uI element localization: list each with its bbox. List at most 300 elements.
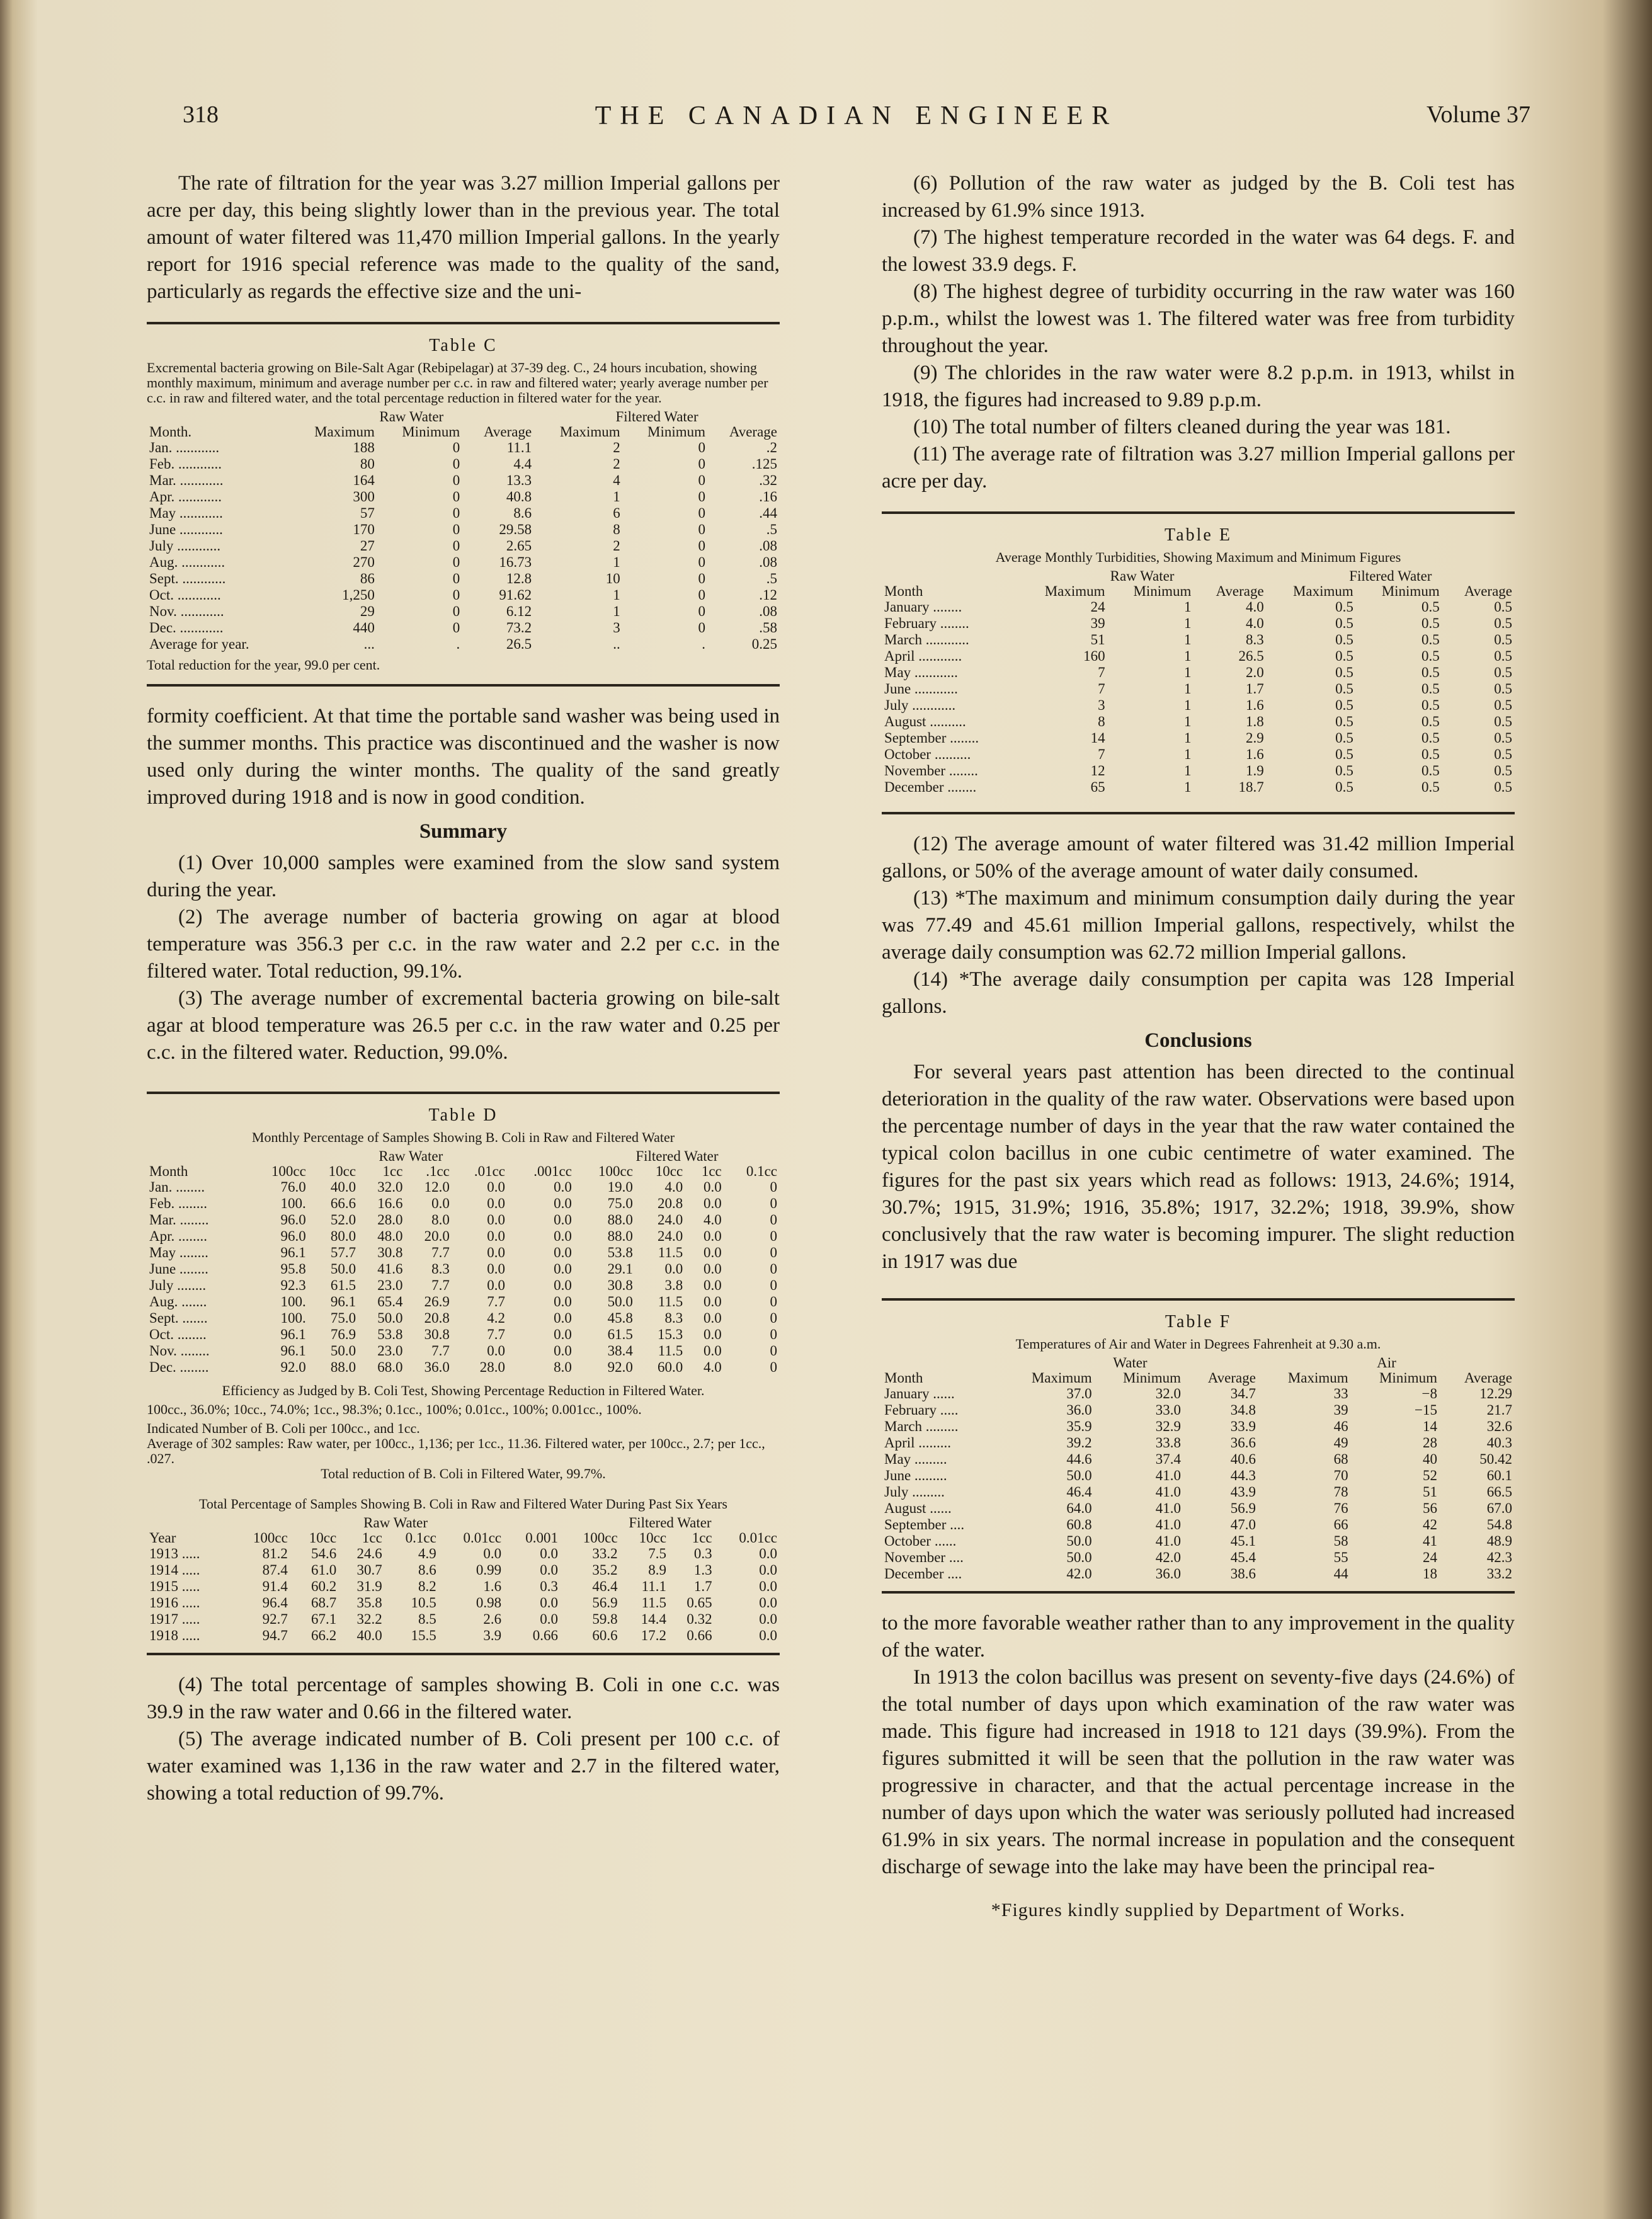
divider — [147, 1653, 780, 1655]
table-cell: 56 — [1423, 1500, 1437, 1516]
row-label: September .... — [884, 1517, 965, 1532]
table-row — [147, 1277, 780, 1294]
table-cell: 0 — [452, 440, 460, 455]
column-header: 0.1cc — [405, 1530, 436, 1546]
row-label: January ........ — [884, 599, 962, 615]
table-row — [147, 1310, 780, 1326]
table-row — [882, 746, 1515, 763]
table-cell: 0.0 — [487, 1277, 506, 1293]
table-cell: 0 — [770, 1310, 777, 1326]
table-cell: 41.0 — [1155, 1533, 1181, 1549]
table-cell: 4.9 — [418, 1546, 436, 1561]
table-cell: 81.2 — [262, 1546, 288, 1561]
column-header: 10cc — [655, 1163, 683, 1179]
table-row — [147, 1562, 780, 1578]
table-cell: 0.5 — [1421, 714, 1440, 729]
column-header: Maximum — [1044, 583, 1105, 599]
table-cell: 1 — [1183, 681, 1192, 697]
table-cell: 19.0 — [607, 1179, 633, 1195]
row-label: January ...... — [884, 1386, 955, 1401]
table-f — [882, 1313, 1515, 1582]
table-cell: 56.9 — [1230, 1500, 1256, 1516]
divider — [882, 1591, 1515, 1594]
table-cell: 0.0 — [664, 1261, 683, 1277]
table-cell: 42.0 — [1155, 1549, 1181, 1565]
table-header-row — [147, 1531, 780, 1546]
table-cell: 0.3 — [540, 1578, 558, 1594]
table-cell: 39 — [1333, 1402, 1348, 1418]
table-cell: 50.0 — [607, 1294, 633, 1309]
table-cell: 37.4 — [1155, 1451, 1181, 1467]
table-cell: 1.9 — [1245, 763, 1264, 779]
column-header: 100cc — [598, 1163, 633, 1179]
table-row — [882, 1468, 1515, 1484]
table-cell: 0 — [452, 571, 460, 586]
table-cell: 1 — [1183, 730, 1192, 746]
table-cell: 1 — [1183, 632, 1192, 647]
table-row — [147, 1611, 780, 1628]
summary-item: (14) *The average daily consumption per capita was 128 Imperial gallons. — [882, 968, 1515, 1018]
right-column — [882, 170, 1515, 1921]
table-cell: 70 — [1333, 1468, 1348, 1483]
table-row — [147, 456, 780, 472]
table-header-row — [882, 1371, 1515, 1386]
row-label: Mar. ............ — [149, 472, 224, 488]
table-cell: 92.7 — [262, 1611, 288, 1627]
group-raw: Raw Water — [363, 1515, 428, 1531]
table-cell: 35.9 — [1066, 1418, 1092, 1434]
table-c-grid — [147, 409, 780, 653]
row-label: Aug. ............ — [149, 554, 225, 570]
table-cell: 0.0 — [554, 1343, 572, 1359]
table-cell: .44 — [759, 505, 777, 521]
table-cell: 7.5 — [648, 1546, 667, 1561]
table-cell: 50.0 — [1066, 1533, 1092, 1549]
table-cell: 0.66 — [686, 1628, 712, 1643]
column-header: Average — [1207, 1370, 1256, 1386]
table-cell: 42 — [1423, 1517, 1437, 1532]
table-caption: Table D — [428, 1105, 498, 1125]
table-cell: 66.5 — [1486, 1484, 1512, 1500]
summary-item: (7) The highest temperature recorded in the water was 64 degs. F. and the lowest 33.9 degs. F. — [882, 226, 1515, 276]
table-cell: 1.6 — [1245, 697, 1264, 713]
table-cell: 0.5 — [1421, 697, 1440, 713]
table-cell: 0 — [452, 554, 460, 570]
table-cell: .08 — [759, 538, 777, 554]
table-cell: 0.0 — [704, 1277, 722, 1293]
row-label: 1914 ..... — [149, 1562, 200, 1578]
table-cell: 87.4 — [262, 1562, 288, 1578]
group-raw: Raw Water — [379, 1148, 443, 1164]
table-cell: 44.6 — [1066, 1451, 1092, 1467]
divider — [147, 322, 780, 324]
table-cell: 66.6 — [330, 1195, 356, 1211]
table-cell: 0 — [770, 1359, 777, 1375]
table-cell: 0.0 — [759, 1562, 777, 1578]
row-label: March ......... — [884, 1418, 959, 1434]
table-cell: 24.0 — [657, 1212, 683, 1228]
table-cell: 1 — [1183, 615, 1192, 631]
table-cell: 0 — [770, 1326, 777, 1342]
table-cell: 0.0 — [554, 1212, 572, 1228]
group-water: Water — [1113, 1355, 1148, 1371]
column-header: Minimum — [1122, 1370, 1181, 1386]
table-cell: 8 — [1098, 714, 1105, 729]
table-cell: 73.2 — [506, 620, 532, 636]
table-cell: 24 — [1090, 599, 1105, 615]
row-label: 1915 ..... — [149, 1578, 200, 1594]
table-cell: 0 — [452, 538, 460, 554]
column-header: Minimum — [1133, 583, 1192, 599]
table-row — [147, 587, 780, 603]
row-label: July ......... — [884, 1484, 945, 1500]
table-cell: 6 — [613, 505, 620, 521]
table-cell: .. — [613, 636, 620, 652]
table-cell: 1 — [613, 489, 620, 505]
table-row — [882, 632, 1515, 648]
table-row — [147, 1359, 780, 1376]
column-header: Minimum — [402, 424, 460, 440]
table-cell: 18 — [1423, 1566, 1437, 1582]
table-cell: 23.0 — [377, 1277, 403, 1293]
table-cell: 0.5 — [1335, 697, 1353, 713]
table-cell: 29 — [360, 603, 375, 619]
row-label: Sept. ....... — [149, 1310, 208, 1326]
table-row — [147, 1326, 780, 1343]
table-row — [147, 1294, 780, 1310]
table-cell: 0.0 — [704, 1343, 722, 1359]
table-cell: 0.0 — [759, 1611, 777, 1627]
row-label: October .......... — [884, 746, 971, 762]
table-cell: 80.0 — [330, 1228, 356, 1244]
table-cell: 0.5 — [1494, 714, 1512, 729]
table-cell: 94.7 — [262, 1628, 288, 1643]
table-cell: 11.5 — [658, 1343, 683, 1359]
row-label: Sept. ............ — [149, 571, 226, 586]
table-cell: 0.0 — [704, 1310, 722, 1326]
column-header: Average — [1216, 583, 1264, 599]
table-cell: 51 — [1090, 632, 1105, 647]
table-group-row — [882, 1355, 1515, 1371]
table-cell: 2.0 — [1245, 665, 1264, 680]
table-cell: 10.5 — [411, 1595, 436, 1611]
table-cell: 45.8 — [607, 1310, 633, 1326]
table-cell: 0.5 — [1335, 632, 1353, 647]
table-cell: 96.1 — [280, 1245, 306, 1260]
row-label: Jan. ........ — [149, 1179, 205, 1195]
table-cell: 100. — [280, 1195, 306, 1211]
table-cell: 1 — [1183, 599, 1192, 615]
table-row — [147, 505, 780, 522]
table-cell: 14 — [1423, 1418, 1437, 1434]
table-cell: 24.0 — [657, 1228, 683, 1244]
table-cell: 1,250 — [342, 587, 375, 603]
column-header: Month — [884, 1370, 923, 1386]
table-group-row — [147, 1149, 780, 1164]
table-cell: 0.0 — [759, 1578, 777, 1594]
table-cell: 41.0 — [1155, 1500, 1181, 1516]
row-label: June ............ — [884, 681, 958, 697]
table-cell: 0 — [452, 603, 460, 619]
divider — [147, 1092, 780, 1094]
section-heading: Conclusions — [1144, 1029, 1252, 1052]
table-cell: 55 — [1333, 1549, 1348, 1565]
table-cell: 0.5 — [1335, 746, 1353, 762]
table-cell: 96.0 — [280, 1212, 306, 1228]
table-row — [882, 1500, 1515, 1517]
row-label: 1913 ..... — [149, 1546, 200, 1561]
table-cell: 0.0 — [487, 1245, 506, 1260]
table-cell: 10 — [605, 571, 620, 586]
table-e — [882, 527, 1515, 796]
row-label: Nov. ........ — [149, 1343, 210, 1359]
table-cell: 50.0 — [1066, 1549, 1092, 1565]
table-cell: 0.0 — [554, 1277, 572, 1293]
table-cell: 0 — [698, 603, 706, 619]
table-cell: 40 — [1423, 1451, 1437, 1467]
table-cell: 8.5 — [418, 1611, 436, 1627]
table-cell: 4.4 — [513, 456, 532, 472]
table-caption: Table C — [429, 336, 498, 355]
row-label: July ............ — [884, 697, 956, 713]
table-row — [147, 1245, 780, 1261]
row-label: June ............ — [149, 522, 223, 537]
table-cell: 270 — [353, 554, 375, 570]
table-cell: 1.3 — [693, 1562, 712, 1578]
table-caption: Table F — [1165, 1312, 1232, 1332]
table-cell: 36.6 — [1230, 1435, 1256, 1451]
table-cell: 45.1 — [1230, 1533, 1256, 1549]
efficiency-values: 100cc., 36.0%; 10cc., 74.0%; 1cc., 98.3%; 0.1cc., 100%; 0.01cc., 100%; 0.001cc., 100%. — [147, 1401, 642, 1417]
table-cell: 41.0 — [1155, 1468, 1181, 1483]
table-d — [147, 1107, 780, 1644]
table-cell: 68 — [1333, 1451, 1348, 1467]
table-cell: 36.0 — [1066, 1402, 1092, 1418]
table-cell: 8.6 — [418, 1562, 436, 1578]
table-cell: 30.8 — [424, 1326, 450, 1342]
table-cell: 12.0 — [424, 1179, 450, 1195]
table-cell: 91.4 — [262, 1578, 288, 1594]
table-cell: 67.1 — [310, 1611, 337, 1627]
table-cell: 51 — [1423, 1484, 1437, 1500]
table-cell: 0.0 — [704, 1294, 722, 1309]
table-cell: 0.5 — [1335, 615, 1353, 631]
table-cell: 0.0 — [554, 1294, 572, 1309]
table-cell: 28.0 — [377, 1212, 403, 1228]
table-cell: 13.3 — [506, 472, 532, 488]
column-header: 100cc — [253, 1530, 288, 1546]
table-cell: 0.0 — [487, 1343, 506, 1359]
table-cell: 7 — [1098, 665, 1105, 680]
table-cell: 57 — [360, 505, 375, 521]
table-cell: 38.6 — [1230, 1566, 1256, 1582]
table-cell: 24 — [1423, 1549, 1437, 1565]
table-cell: 0.0 — [487, 1195, 506, 1211]
table-cell: 1 — [613, 587, 620, 603]
table-cell: 14 — [1090, 730, 1105, 746]
table-cell: 50.42 — [1479, 1451, 1512, 1467]
row-label: November ........ — [884, 763, 978, 779]
table-cell: 29.58 — [499, 522, 532, 537]
table-cell: 96.1 — [280, 1343, 306, 1359]
table-header-row — [147, 1164, 780, 1179]
table-cell: 14.4 — [641, 1611, 667, 1627]
row-label: April ......... — [884, 1435, 952, 1451]
table-cell: . — [702, 636, 706, 652]
column-header: Year — [149, 1530, 176, 1546]
table-cell: 0.5 — [1335, 779, 1353, 795]
table-cell: 8 — [613, 522, 620, 537]
table-cell: 7.7 — [487, 1326, 506, 1342]
table-cell: 34.8 — [1230, 1402, 1256, 1418]
footnote: *Figures kindly supplied by Department of Works. — [991, 1900, 1406, 1920]
table-cell: 0 — [452, 522, 460, 537]
table-cell: ... — [363, 636, 375, 652]
table-cell: 11.5 — [641, 1595, 667, 1611]
column-header: .01cc — [474, 1163, 506, 1179]
average-samples: Average of 302 samples: Raw water, per 100cc., 1,136; per 1cc., 11.36. Filtered water, per 100cc., 2.7; per 1cc., .027. — [147, 1435, 765, 1466]
page-number: 318 — [183, 101, 219, 128]
left-column — [147, 170, 780, 1807]
table-row — [147, 554, 780, 571]
table-cell: 54.8 — [1486, 1517, 1512, 1532]
table-row — [882, 730, 1515, 746]
table-cell: 48.0 — [377, 1228, 403, 1244]
column-header: Month — [884, 583, 923, 599]
table-row — [882, 1435, 1515, 1451]
table-cell: 44.3 — [1230, 1468, 1256, 1483]
table-row — [147, 1228, 780, 1245]
table-cell: 91.62 — [499, 587, 532, 603]
row-label: April ............ — [884, 648, 962, 664]
table-cell: 0.5 — [1494, 779, 1512, 795]
table-cell: 0.5 — [1335, 599, 1353, 615]
table-cell: 45.4 — [1230, 1549, 1256, 1565]
table-cell: .12 — [759, 587, 777, 603]
row-label: July ........ — [149, 1277, 207, 1293]
table-cell: 2.6 — [483, 1611, 502, 1627]
table-cell: 4.0 — [1245, 599, 1264, 615]
table-cell: 0.5 — [1421, 763, 1440, 779]
table-cell: .32 — [759, 472, 777, 488]
table-cell: 0.5 — [1494, 615, 1512, 631]
table-cell: 32.9 — [1155, 1418, 1181, 1434]
table-row — [882, 648, 1515, 665]
group-raw: Raw Water — [1110, 568, 1175, 584]
table-cell: 4.0 — [704, 1359, 722, 1375]
table-cell: 1.6 — [483, 1578, 502, 1594]
table-cell: 0.66 — [532, 1628, 558, 1643]
summary-item: (8) The highest degree of turbidity occurring in the raw water was 160 p.p.m., whilst the lowest was 1. The filtered water was free from turbidity throughout the year. — [882, 280, 1515, 357]
table-cell: 30.7 — [356, 1562, 382, 1578]
table-cell: 8.6 — [513, 505, 532, 521]
row-label: July ............ — [149, 538, 221, 554]
table-cell: 0 — [770, 1228, 777, 1244]
table-cell: 440 — [353, 620, 375, 636]
table-cell: 61.5 — [330, 1277, 356, 1293]
table-cell: 0 — [698, 554, 706, 570]
paragraph: For several years past attention has been directed to the continual deterioration in the quality of the raw water. Observations were based upon the percentage number of days in the year that the raw water contained the typical colon bacillus in one cubic centimetre of water examined. The figures for the past six years which read as follows: 1913, 24.6%; 1914, 30.7%; 1915, 31.9%; 1916, 35.8%; 1917, 32.2%; 1918, 39.9%, show conclusively that the raw water is becoming impurer. The slight reduction in 1917 was due — [882, 1061, 1515, 1273]
table-cell: 0.5 — [1494, 632, 1512, 647]
row-label: May ........ — [149, 1245, 208, 1260]
table-cell: 24.6 — [356, 1546, 382, 1561]
table-row — [882, 1418, 1515, 1435]
table-cell: .16 — [759, 489, 777, 505]
table-cell: 0 — [698, 489, 706, 505]
table-cell: 61.5 — [607, 1326, 633, 1342]
table-cell: 0 — [698, 538, 706, 554]
summary-item: (4) The total percentage of samples showing B. Coli in one c.c. was 39.9 in the raw water and 0.66 in the filtered water. — [147, 1674, 780, 1723]
column-header: Minimum — [1381, 583, 1440, 599]
table-description: Monthly Percentage of Samples Showing B. Coli in Raw and Filtered Water — [251, 1129, 675, 1145]
summary-item: (13) *The maximum and minimum consumption daily during the year was 77.49 and 45.61 million Imperial gallons, respectively, whilst the average daily consumption was 62.72 million Imperial gallons. — [882, 887, 1515, 964]
indicated-number: Indicated Number of B. Coli per 100cc., and 1cc. — [147, 1420, 420, 1436]
table-cell: 2.65 — [506, 538, 532, 554]
table-c — [147, 337, 780, 673]
paragraph: The rate of filtration for the year was 3.27 million Imperial gallons per acre per day, this being slightly lower than in the previous year. The total amount of water filtered was 11,470 million Imperial gallons. In the yearly report for 1916 special reference was made to the quality of the sand, particularly as regards the effective size and the uni- — [147, 172, 780, 303]
table-cell: 76 — [1333, 1500, 1348, 1516]
table-row — [147, 603, 780, 620]
table-cell: 31.9 — [356, 1578, 382, 1594]
table-row — [882, 1517, 1515, 1533]
table-cell: 0.0 — [540, 1562, 558, 1578]
divider — [882, 812, 1515, 814]
efficiency-title: Efficiency as Judged by B. Coli Test, Showing Percentage Reduction in Filtered Water. — [222, 1383, 705, 1398]
table-cell: 36.0 — [1155, 1566, 1181, 1582]
column-header: Minimum — [1379, 1370, 1437, 1386]
table-cell: 76.9 — [330, 1326, 356, 1342]
table-cell: 0.0 — [704, 1195, 722, 1211]
summary-item: (9) The chlorides in the raw water were 8.2 p.p.m. in 1913, whilst in 1918, the figures had increased to 9.89 p.p.m. — [882, 362, 1515, 411]
table-cell: 0.5 — [1494, 730, 1512, 746]
table-cell: 100. — [280, 1310, 306, 1326]
table-cell: 0.5 — [1494, 746, 1512, 762]
table-cell: 0.0 — [487, 1179, 506, 1195]
table-cell: 20.8 — [657, 1195, 683, 1211]
row-label: June ......... — [884, 1468, 947, 1483]
table-row — [882, 763, 1515, 779]
table-cell: 35.8 — [356, 1595, 382, 1611]
table-cell: 4.0 — [704, 1212, 722, 1228]
table-cell: 0 — [452, 456, 460, 472]
row-label: August ...... — [884, 1500, 952, 1516]
row-label: Mar. ........ — [149, 1212, 209, 1228]
table-row — [147, 571, 780, 587]
table-row — [147, 620, 780, 636]
table-cell: 26.5 — [506, 636, 532, 652]
row-label: September ........ — [884, 730, 979, 746]
table-cell: 41.6 — [377, 1261, 403, 1277]
table-cell: 28.0 — [479, 1359, 506, 1375]
table-row — [882, 697, 1515, 714]
row-label: Apr. ............ — [149, 489, 222, 505]
table-cell: 188 — [353, 440, 375, 455]
table-header-row — [882, 584, 1515, 599]
table-row — [147, 522, 780, 538]
table-cell: 8.9 — [648, 1562, 667, 1578]
table-cell: 0.5 — [1421, 681, 1440, 697]
table-cell: 0 — [452, 620, 460, 636]
table-cell: 0.0 — [540, 1611, 558, 1627]
table-cell: 26.9 — [424, 1294, 450, 1309]
table-cell: 8.3 — [664, 1310, 683, 1326]
table-cell: 0.0 — [540, 1546, 558, 1561]
table-cell: 0.5 — [1421, 779, 1440, 795]
group-raw: Raw Water — [379, 409, 444, 425]
table-cell: 1 — [1183, 763, 1192, 779]
table-cell: 43.9 — [1230, 1484, 1256, 1500]
column-header: Month — [149, 1163, 188, 1179]
